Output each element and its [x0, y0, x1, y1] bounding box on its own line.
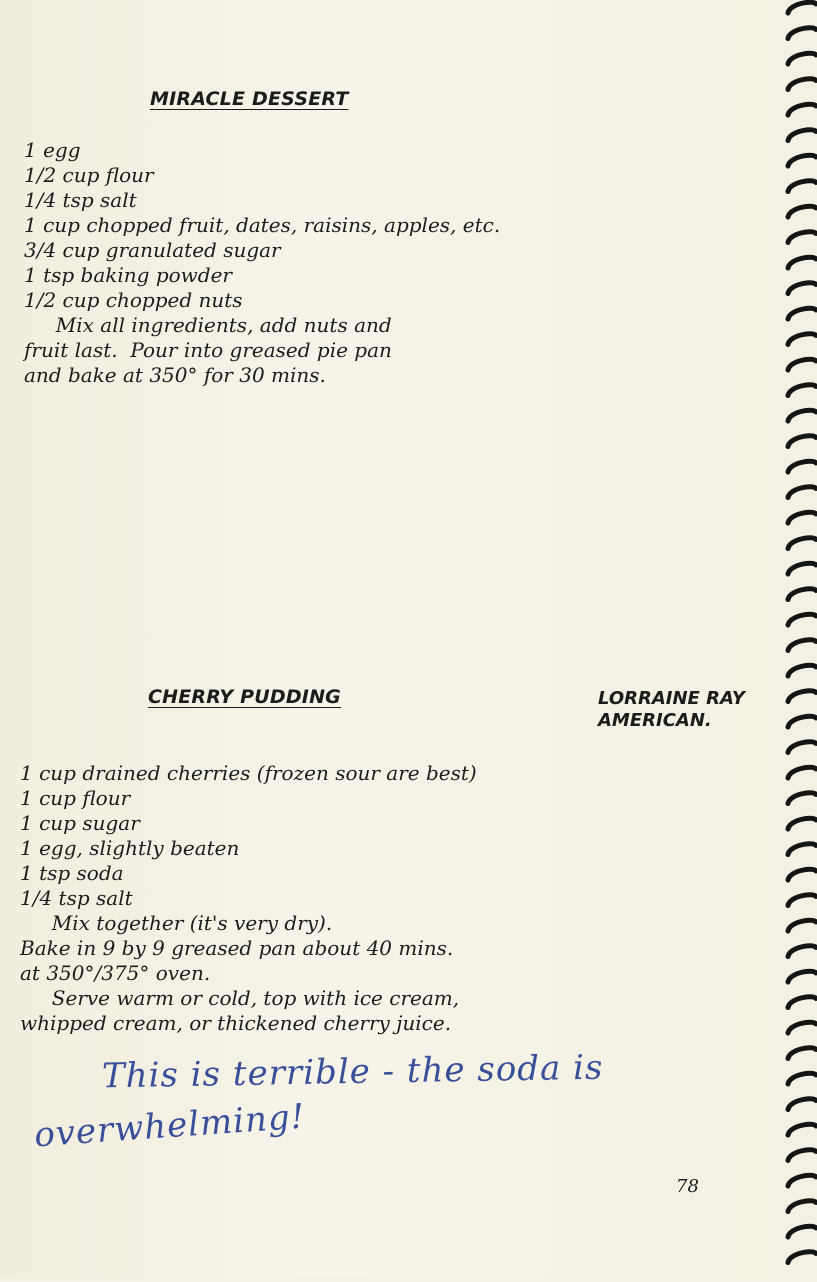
recipe-line: at 350°/375° oven. — [20, 961, 211, 985]
coil-loop — [788, 665, 816, 676]
coil-loop — [788, 1124, 816, 1135]
coil-loop — [788, 920, 816, 931]
coil-loop — [788, 997, 816, 1008]
coil-loop — [788, 1150, 816, 1161]
recipe-line: 1/2 cup chopped nuts — [24, 288, 243, 312]
recipe-line: 1 tsp baking powder — [24, 263, 232, 287]
spiral-binding — [770, 0, 817, 1278]
recipe-line: whipped cream, or thickened cherry juice. — [20, 1011, 452, 1035]
coil-loop — [788, 334, 816, 345]
coil-loop — [788, 1252, 816, 1263]
coil-loop — [788, 79, 816, 90]
spiral-coil-graphic — [770, 0, 817, 1278]
coil-loop — [788, 895, 816, 906]
recipe-line: Bake in 9 by 9 greased pan about 40 mins. — [20, 936, 454, 960]
recipe-line: 1 cup chopped fruit, dates, raisins, apples, etc. — [24, 213, 501, 237]
coil-loop — [788, 563, 816, 574]
coil-loop — [788, 742, 816, 753]
handwritten-note-line-2: overwhelming! — [32, 1096, 307, 1156]
coil-loop — [788, 232, 816, 243]
recipe-line: Mix together (it's very dry). — [20, 911, 333, 935]
coil-loop — [788, 818, 816, 829]
coil-loop — [788, 385, 816, 396]
coil-loop — [788, 28, 816, 39]
coil-loop — [788, 512, 816, 523]
coil-loop — [788, 487, 816, 498]
cherry-pudding-text — [20, 761, 477, 1036]
recipe-line: 1 tsp soda — [20, 861, 124, 885]
coil-loop — [788, 1175, 816, 1186]
coil-loop — [788, 869, 816, 880]
coil-loop — [788, 1022, 816, 1033]
coil-loop — [788, 308, 816, 319]
coil-loop — [788, 130, 816, 141]
coil-loop — [788, 1073, 816, 1084]
coil-loop — [788, 1048, 816, 1059]
author-name: LORRAINE RAY — [598, 688, 745, 709]
coil-loop — [788, 283, 816, 294]
coil-loop — [788, 1099, 816, 1110]
coil-loop — [788, 436, 816, 447]
miracle-dessert-text — [24, 138, 500, 388]
coil-loop — [788, 971, 816, 982]
coil-loop — [788, 716, 816, 727]
coil-loop — [788, 589, 816, 600]
recipe-line: and bake at 350° for 30 mins. — [24, 363, 326, 387]
recipe-title-miracle-dessert: MIRACLE DESSERT — [150, 88, 349, 110]
coil-loop — [788, 1226, 816, 1237]
recipe-line: 3/4 cup granulated sugar — [24, 238, 281, 262]
recipe-line: Serve warm or cold, top with ice cream, — [20, 986, 460, 1010]
author-affiliation: AMERICAN. — [598, 710, 712, 731]
coil-loop — [788, 410, 816, 421]
coil-loop — [788, 257, 816, 268]
coil-loop — [788, 691, 816, 702]
coil-loop — [788, 206, 816, 217]
recipe-line: 1/4 tsp salt — [24, 188, 137, 212]
handwritten-note-line-1: This is terrible - the soda is — [101, 1047, 604, 1097]
coil-loop — [788, 946, 816, 957]
coil-loop — [788, 2, 816, 13]
recipe-author — [598, 688, 745, 732]
coil-loop — [788, 640, 816, 651]
recipe-line: 1 cup sugar — [20, 811, 140, 835]
recipe-title-cherry-pudding: CHERRY PUDDING — [148, 686, 341, 708]
recipe-line: 1 egg — [24, 138, 81, 162]
coil-loop — [788, 614, 816, 625]
coil-loop — [788, 155, 816, 166]
recipe-line: 1 egg, slightly beaten — [20, 836, 240, 860]
coil-loop — [788, 359, 816, 370]
coil-loop — [788, 53, 816, 64]
coil-loop — [788, 767, 816, 778]
recipe-line: 1/2 cup flour — [24, 163, 154, 187]
recipe-line: Mix all ingredients, add nuts and — [24, 313, 392, 337]
recipe-line: fruit last. Pour into greased pie pan — [24, 338, 392, 362]
page-number: 78 — [676, 1176, 699, 1197]
coil-loop — [788, 538, 816, 549]
coil-loop — [788, 461, 816, 472]
coil-loop — [788, 1201, 816, 1212]
coil-loop — [788, 181, 816, 192]
recipe-line: 1/4 tsp salt — [20, 886, 133, 910]
coil-loop — [788, 104, 816, 115]
recipe-line: 1 cup flour — [20, 786, 131, 810]
coil-loop — [788, 844, 816, 855]
recipe-line: 1 cup drained cherries (frozen sour are best) — [20, 761, 477, 785]
coil-loop — [788, 793, 816, 804]
